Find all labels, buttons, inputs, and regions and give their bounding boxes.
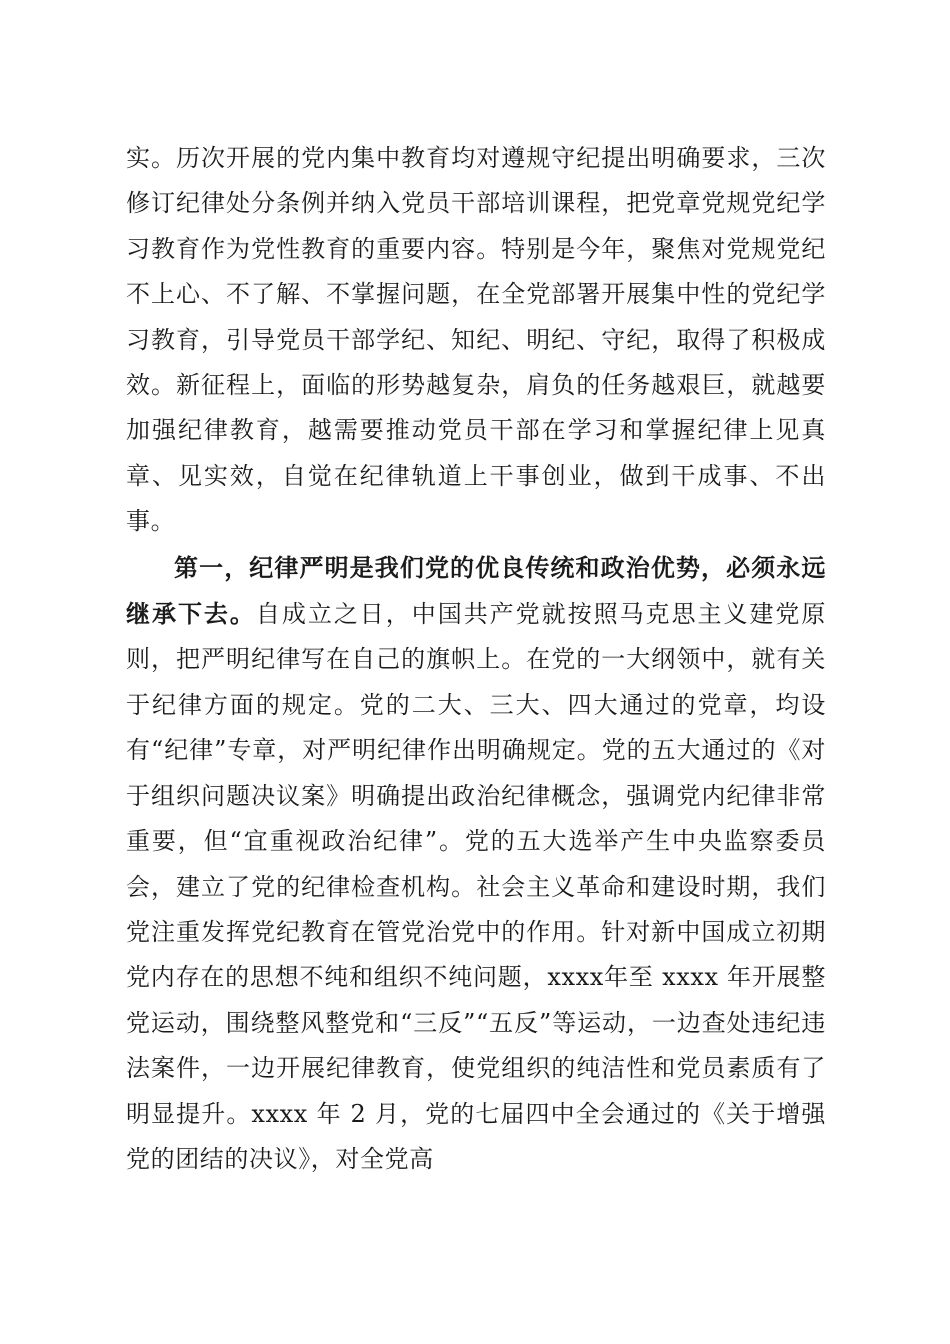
paragraph-discipline-tradition (126, 545, 826, 1183)
paragraph-continuation: 实。历次开展的党内集中教育均对遵规守纪提出明确要求，三次修订纪律处分条例并纳入党员干部培训课程，把党章党规党纪学习教育作为党性教育的重要内容。特别是今年，聚焦对党规党纪不上心、不了解、不掌握问题，在全党部署开展集中性的党纪学习教育，引导党员干部学纪、知纪、明纪、守纪，取得了积极成效。新征程上，面临的形势越复杂，肩负的任务越艰巨，就越要加强纪律教育，越需要推动党员干部在学习和掌握纪律上见真章、见实效，自觉在纪律轨道上干事创业，做到干成事、不出事。 (126, 144, 826, 536)
paragraph-heading: 第一，纪律严明是我们党的优良传统和政治优势，必须永远继承下去。 (126, 552, 826, 629)
paragraph-body: 自成立之日，中国共产党就按照马克思主义建党原则，把严明纪律写在自己的旗帜上。在党的一大纲领中，就有关于纪律方面的规定。党的二大、三大、四大通过的党章，均设有“纪律”专章，对严明纪律作出明确规定。党的五大通过的《对于组织问题决议案》明确提出政治纪律概念，强调党内纪律非常重要，但“宜重视政治纪律”。党的五大选举产生中央监察委员会，建立了党的纪律检查机构。社会主义革命和建设时期，我们党注重发挥党纪教育在管党治党中的作用。针对新中国成立初期党内存在的思想不纯和组织不纯问题，xxxx年至 xxxx 年开展整党运动，围绕整风整党和“三反”“五反”等运动，一边查处违纪违法案件，一边开展纪律教育，使党组织的纯洁性和党员素质有了明显提升。xxxx 年 2 月，党的七届四中全会通过的《关于增强党的团结的决议》，对全党高 (126, 600, 827, 1173)
document-body (126, 136, 826, 1182)
